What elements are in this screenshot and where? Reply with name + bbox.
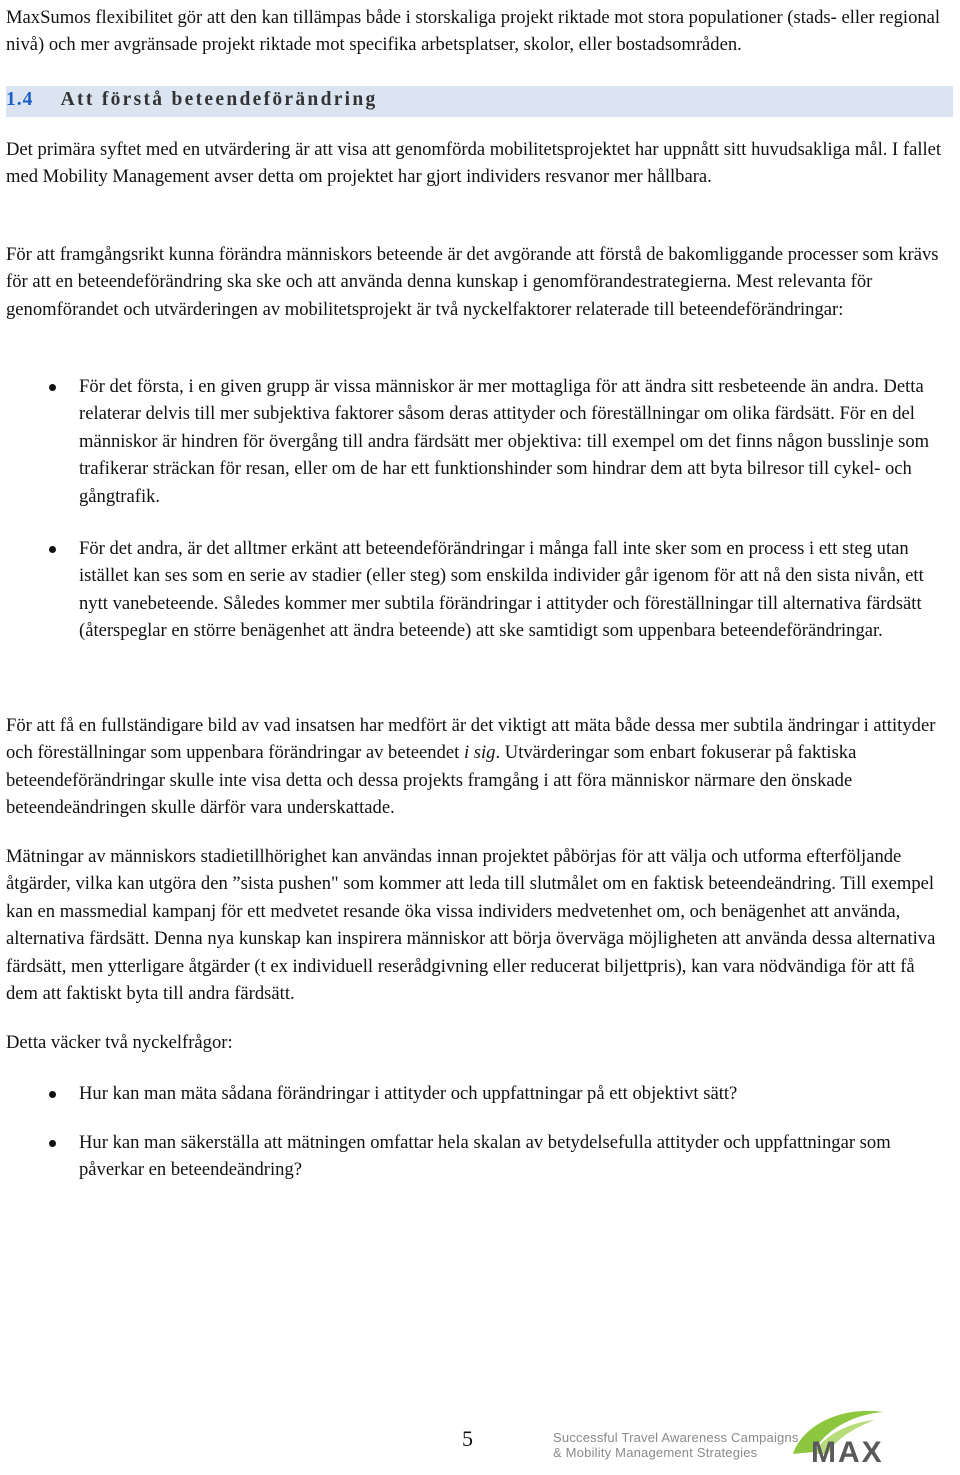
footer-tagline-line1: Successful Travel Awareness Campaigns (553, 1430, 799, 1445)
section-heading (6, 89, 378, 111)
paragraph-key-questions-intro: Detta väcker två nyckelfrågor: (6, 1032, 233, 1053)
bullet-text: För det andra, är det alltmer erkänt att beteendeförändringar i många fall inte sker som en process i ett steg utan istället kan ses som en serie av stadier (eller steg) som enskilda individer går igenom för att nå den sista nivån, ett nytt vanebeteende. Således kommer mer subtila förändringar i attityder och föreställningar till alternativa färdsätt (återspeglar en större benägenhet att ändra beteende) att ske samtidigt som uppenbara beteendeförändringar. (79, 538, 924, 642)
paragraph-stage-measurement: Mätningar av människors stadietillhörighet kan användas innan projektet påbörjas för att välja och utforma efterföljande åtgärder, vilka kan utgöra den ”sista pushen" som kommer att leda till slutmålet om en faktisk beteendeändring. Till exempel kan en massmedial kampanj för ett medvetet resande öka vissa individers medvetenhet om, och benägenhet att använda, alternativa färdsätt. Denna nya kunskap kan inspirera människor att börja överväga möjligheten att använda dessa alternativa färdsätt, men ytterligare åtgärder (t ex individuell reserådgivning eller reducerat biljettpris), kan vara nödvändiga för att få dem att faktiskt byta till andra färdsätt. (6, 846, 936, 1005)
paragraph-measuring-italic: i sig (463, 742, 496, 764)
list-item (6, 1129, 951, 1184)
footer-tagline-line2: & Mobility Management Strategies (553, 1445, 758, 1460)
list-item (6, 1080, 951, 1107)
bullet-icon (49, 384, 56, 391)
section-number: 1.4 (6, 89, 34, 110)
list-item (6, 535, 951, 645)
page-number: 5 (462, 1426, 473, 1451)
max-logo-icon (773, 1402, 943, 1472)
paragraph-measuring (6, 712, 951, 822)
paragraph-measuring-text-1: För att få en fullständigare bild av vad insatsen har medfört är det viktigt att mäta både dessa mer subtila ändringar i attityder och föreställningar som uppenbara förändringar av beteendet (6, 715, 936, 764)
intro-paragraph: MaxSumos flexibilitet gör att den kan tillämpas både i storskaliga projekt riktade mot stora populationer (stads- eller regional nivå) och mer avgränsade projekt riktade mot specifika arbetsplatser, skolor, eller bostadsområden. (6, 7, 941, 56)
bullet-text: För det första, i en given grupp är vissa människor är mer mottagliga för att ändra sitt resbeteende än andra. Detta relaterar delvis till mer subjektiva faktorer såsom deras attityder och föreställningar om olika färdsätt. För en del människor är hindren för övergång till andra färdsätt mer objektiva: till exempel om det finns någon busslinje som trafikerar sträckan för resan, eller om de har ett funktionshinder som hindrar dem att byta bilresor till cykel- och gångtrafik. (79, 376, 930, 507)
bullet-text: Hur kan man säkerställa att mätningen omfattar hela skalan av betydelsefulla attityder och uppfattningar som påverkar en beteendeändring? (79, 1132, 891, 1181)
bullet-icon (49, 546, 56, 553)
bullet-icon (49, 1091, 56, 1098)
list-item (6, 373, 951, 510)
paragraph-behaviour-change: För att framgångsrikt kunna förändra människors beteende är det avgörande att förstå de bakomliggande processer som krävs för att en beteendeförändring ska ske och att använda denna kunskap i genomförandestrategierna. Mest relevanta för genomförandet och utvärderingen av mobilitetsprojekt är två nyckelfaktorer relaterade till beteendeförändringar: (6, 244, 939, 320)
paragraph-purpose: Det primära syftet med en utvärdering är att visa att genomförda mobilitetsprojektet har uppnått sitt huvudsakliga mål. I fallet med Mobility Management avser detta om projektet har gjort individers resvanor mer hållbara. (6, 139, 942, 188)
section-title: Att förstå beteendeförändring (60, 89, 378, 110)
bullet-icon (49, 1140, 56, 1147)
logo-text: MAX (811, 1436, 884, 1469)
bullet-text: Hur kan man mäta sådana förändringar i attityder och uppfattningar på ett objektivt sätt? (79, 1083, 738, 1104)
paragraph-measuring-text-2: . Utvärderingar som enbart fokuserar på faktiska beteendeförändringar skulle inte visa detta och dessa projekts framgång i att föra människor närmare den önskade beteendeändringen skulle därför vara underskattade. (6, 742, 857, 819)
